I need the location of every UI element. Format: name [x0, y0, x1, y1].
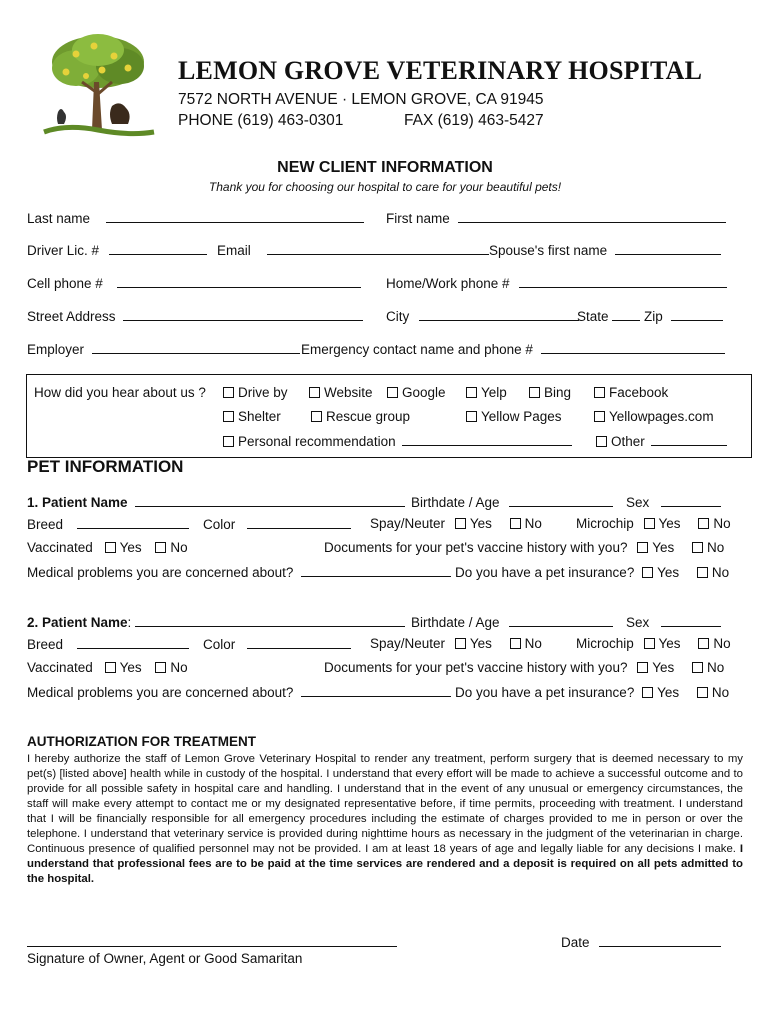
other-line[interactable]: [651, 433, 727, 446]
cell-phone-field[interactable]: [27, 275, 361, 291]
hospital-phone: PHONE (619) 463-0301: [178, 112, 344, 129]
email-field[interactable]: [217, 242, 489, 258]
checkbox[interactable]: [697, 567, 708, 578]
first-name-label: First name: [386, 211, 450, 226]
patient-2-medical[interactable]: Medical problems you are concerned about? Do you have a pet insurance? Yes No: [27, 685, 730, 700]
state-field[interactable]: [577, 308, 640, 324]
home-work-phone-line[interactable]: [519, 275, 727, 288]
city-line[interactable]: [419, 308, 579, 321]
city-field[interactable]: [386, 308, 579, 324]
form-title: NEW CLIENT INFORMATION: [277, 159, 493, 176]
patient-2-vaccinated[interactable]: Vaccinated Yes No: [27, 660, 188, 675]
checkbox[interactable]: [594, 411, 605, 422]
checkbox[interactable]: [223, 411, 234, 422]
option-website[interactable]: Website: [309, 385, 373, 400]
emergency-contact-line[interactable]: [541, 341, 725, 354]
patient-2-sex-field[interactable]: Sex: [626, 614, 721, 630]
option-personal-recommendation[interactable]: Personal recommendation: [223, 433, 572, 449]
option-facebook[interactable]: Facebook: [594, 385, 668, 400]
patient-2-spay-neuter[interactable]: Spay/Neuter Yes No: [370, 636, 542, 651]
checkbox[interactable]: [466, 387, 477, 398]
home-work-phone-label: Home/Work phone #: [386, 276, 510, 291]
checkbox[interactable]: [642, 567, 653, 578]
patient-2-breed-field[interactable]: Breed: [27, 636, 189, 652]
email-label: Email: [217, 243, 251, 258]
first-name-field[interactable]: [386, 210, 726, 226]
option-bing[interactable]: Bing: [529, 385, 571, 400]
date-field[interactable]: Date: [561, 934, 721, 950]
checkbox[interactable]: [637, 662, 648, 673]
checkbox[interactable]: [155, 542, 166, 553]
option-shelter[interactable]: Shelter: [223, 409, 281, 424]
checkbox[interactable]: [644, 518, 655, 529]
checkbox[interactable]: [637, 542, 648, 553]
pet-information-heading: PET INFORMATION: [27, 457, 184, 476]
authorization-text: I hereby authorize the staff of Lemon Grove Veterinary Hospital to render any treatment, perform surgery that is deemed necessary to my pet(s) [listed above] health while in custody of the hospital. I understand that every effort will be made to achieve a successful outcome and to provide for all possible safety in hospital care and handling. I understand that in the event of any unusual or emergency circumstances, the staff will make every attempt to contact me or my designated representative before, if time permits, proceeding with treatment. I understand that I will be financially responsible for all emergency procedures including the estimate of charges provided to me in person or over the telephone. I understand that veterinary service is provided during nighttime hours as necessary in the judgment of the veterinarian in charge. Continuous presence of qualified personnel may not be provided. I am at least 18 years of age and legally liable for any decisions I make. I understand that professional fees are to be paid at the time services are rendered and a deposit is required on all pets admitted to the hospital.: [27, 753, 743, 885]
patient-1-name-line[interactable]: [135, 494, 405, 507]
zip-label: Zip: [644, 309, 663, 324]
option-yelp[interactable]: Yelp: [466, 385, 507, 400]
emergency-contact-label: Emergency contact name and phone #: [301, 342, 533, 357]
patient-2-birthdate-field[interactable]: Birthdate / Age: [411, 614, 613, 630]
patient-1-birthdate-field[interactable]: Birthdate / Age: [411, 494, 613, 510]
city-label: City: [386, 309, 410, 324]
cell-phone-label: Cell phone #: [27, 276, 103, 291]
signature-label: Signature of Owner, Agent or Good Samaritan: [27, 951, 303, 966]
employer-label: Employer: [27, 342, 85, 357]
patient-1-medical[interactable]: Medical problems you are concerned about? Do you have a pet insurance? Yes No: [27, 565, 730, 580]
patient-1-name-field[interactable]: [27, 494, 405, 510]
form-subtitle: Thank you for choosing our hospital to care for your beautiful pets!: [208, 180, 562, 194]
checkbox[interactable]: [596, 436, 607, 447]
checkbox[interactable]: [311, 411, 322, 422]
authorization-heading: AUTHORIZATION FOR TREATMENT: [27, 734, 256, 749]
checkbox[interactable]: [105, 542, 116, 553]
checkbox[interactable]: [510, 518, 521, 529]
patient-1-vaccinated[interactable]: Vaccinated Yes No: [27, 540, 188, 555]
driver-lic-field[interactable]: [27, 242, 207, 258]
option-other[interactable]: Other: [596, 433, 727, 449]
hospital-fax: FAX (619) 463-5427: [404, 112, 544, 129]
checkbox[interactable]: [387, 387, 398, 398]
employer-field[interactable]: [27, 341, 300, 357]
referral-question: How did you hear about us ?: [34, 385, 206, 400]
state-label: State: [577, 309, 609, 324]
patient-2-name-line[interactable]: [135, 614, 405, 627]
patient-1-breed-field[interactable]: Breed: [27, 516, 189, 532]
checkbox[interactable]: [510, 638, 521, 649]
checkbox[interactable]: [529, 387, 540, 398]
hospital-name: LEMON GROVE VETERINARY HOSPITAL: [178, 56, 703, 85]
street-address-field[interactable]: [27, 308, 363, 324]
option-yellowpages-com[interactable]: Yellowpages.com: [594, 409, 714, 424]
last-name-field[interactable]: [27, 210, 364, 226]
state-line[interactable]: [612, 308, 640, 321]
checkbox[interactable]: [594, 387, 605, 398]
recommendation-line[interactable]: [402, 433, 572, 446]
last-name-line[interactable]: [106, 210, 364, 223]
checkbox[interactable]: [466, 411, 477, 422]
checkbox[interactable]: [309, 387, 320, 398]
checkbox[interactable]: [155, 662, 166, 673]
checkbox[interactable]: [223, 436, 234, 447]
street-address-line[interactable]: [123, 308, 363, 321]
patient-1-name-label: 1. Patient Name: [27, 495, 128, 510]
signature-line[interactable]: [27, 934, 397, 950]
checkbox[interactable]: [105, 662, 116, 673]
zip-line[interactable]: [671, 308, 723, 321]
driver-lic-line[interactable]: [109, 242, 207, 255]
driver-lic-label: Driver Lic. #: [27, 243, 100, 258]
patient-1-microchip[interactable]: Microchip Yes No: [576, 516, 731, 531]
patient-1-documents[interactable]: Documents for your pet's vaccine history with you? Yes No: [324, 540, 725, 555]
last-name-label: Last name: [27, 211, 91, 226]
option-drive-by[interactable]: Drive by: [223, 385, 288, 400]
first-name-line[interactable]: [458, 210, 726, 223]
option-rescue-group[interactable]: Rescue group: [311, 409, 410, 424]
hospital-address: 7572 NORTH AVENUE · LEMON GROVE, CA 91945: [178, 91, 544, 108]
checkbox[interactable]: [642, 687, 653, 698]
option-google[interactable]: Google: [387, 385, 446, 400]
checkbox[interactable]: [692, 542, 703, 553]
spouse-label: Spouse's first name: [489, 243, 608, 258]
zip-field[interactable]: [644, 308, 723, 324]
checkbox[interactable]: [455, 638, 466, 649]
patient-1-sex-field[interactable]: Sex: [626, 494, 721, 510]
checkbox[interactable]: [644, 638, 655, 649]
patient-2-name-field[interactable]: 2. Patient Name:: [27, 614, 405, 630]
spouse-field[interactable]: [489, 242, 721, 258]
patient-2-name-label: 2. Patient Name: [27, 615, 128, 630]
patient-1-spay-neuter[interactable]: Spay/Neuter Yes No: [370, 516, 542, 531]
lemon-tree-with-pets-icon: [36, 32, 160, 142]
street-address-label: Street Address: [27, 309, 116, 324]
option-yellow-pages[interactable]: Yellow Pages: [466, 409, 562, 424]
checkbox[interactable]: [223, 387, 234, 398]
checkbox[interactable]: [698, 638, 709, 649]
employer-line[interactable]: [92, 341, 300, 354]
emergency-contact-field[interactable]: [301, 341, 725, 357]
patient-2-documents[interactable]: Documents for your pet's vaccine history with you? Yes No: [324, 660, 725, 675]
patient-2-color-field[interactable]: Color: [203, 636, 351, 652]
email-line[interactable]: [267, 242, 489, 255]
checkbox[interactable]: [698, 518, 709, 529]
patient-1-color-field[interactable]: Color: [203, 516, 351, 532]
checkbox[interactable]: [697, 687, 708, 698]
spouse-line[interactable]: [615, 242, 721, 255]
patient-2-microchip[interactable]: Microchip Yes No: [576, 636, 731, 651]
home-work-phone-field[interactable]: [386, 275, 727, 291]
checkbox[interactable]: [455, 518, 466, 529]
authorization-fee-terms: I understand that professional fees are to be paid at the time services are rendered and a deposit is required on all pets admitted to the hospital.: [27, 843, 743, 885]
cell-phone-line[interactable]: [117, 275, 361, 288]
checkbox[interactable]: [692, 662, 703, 673]
